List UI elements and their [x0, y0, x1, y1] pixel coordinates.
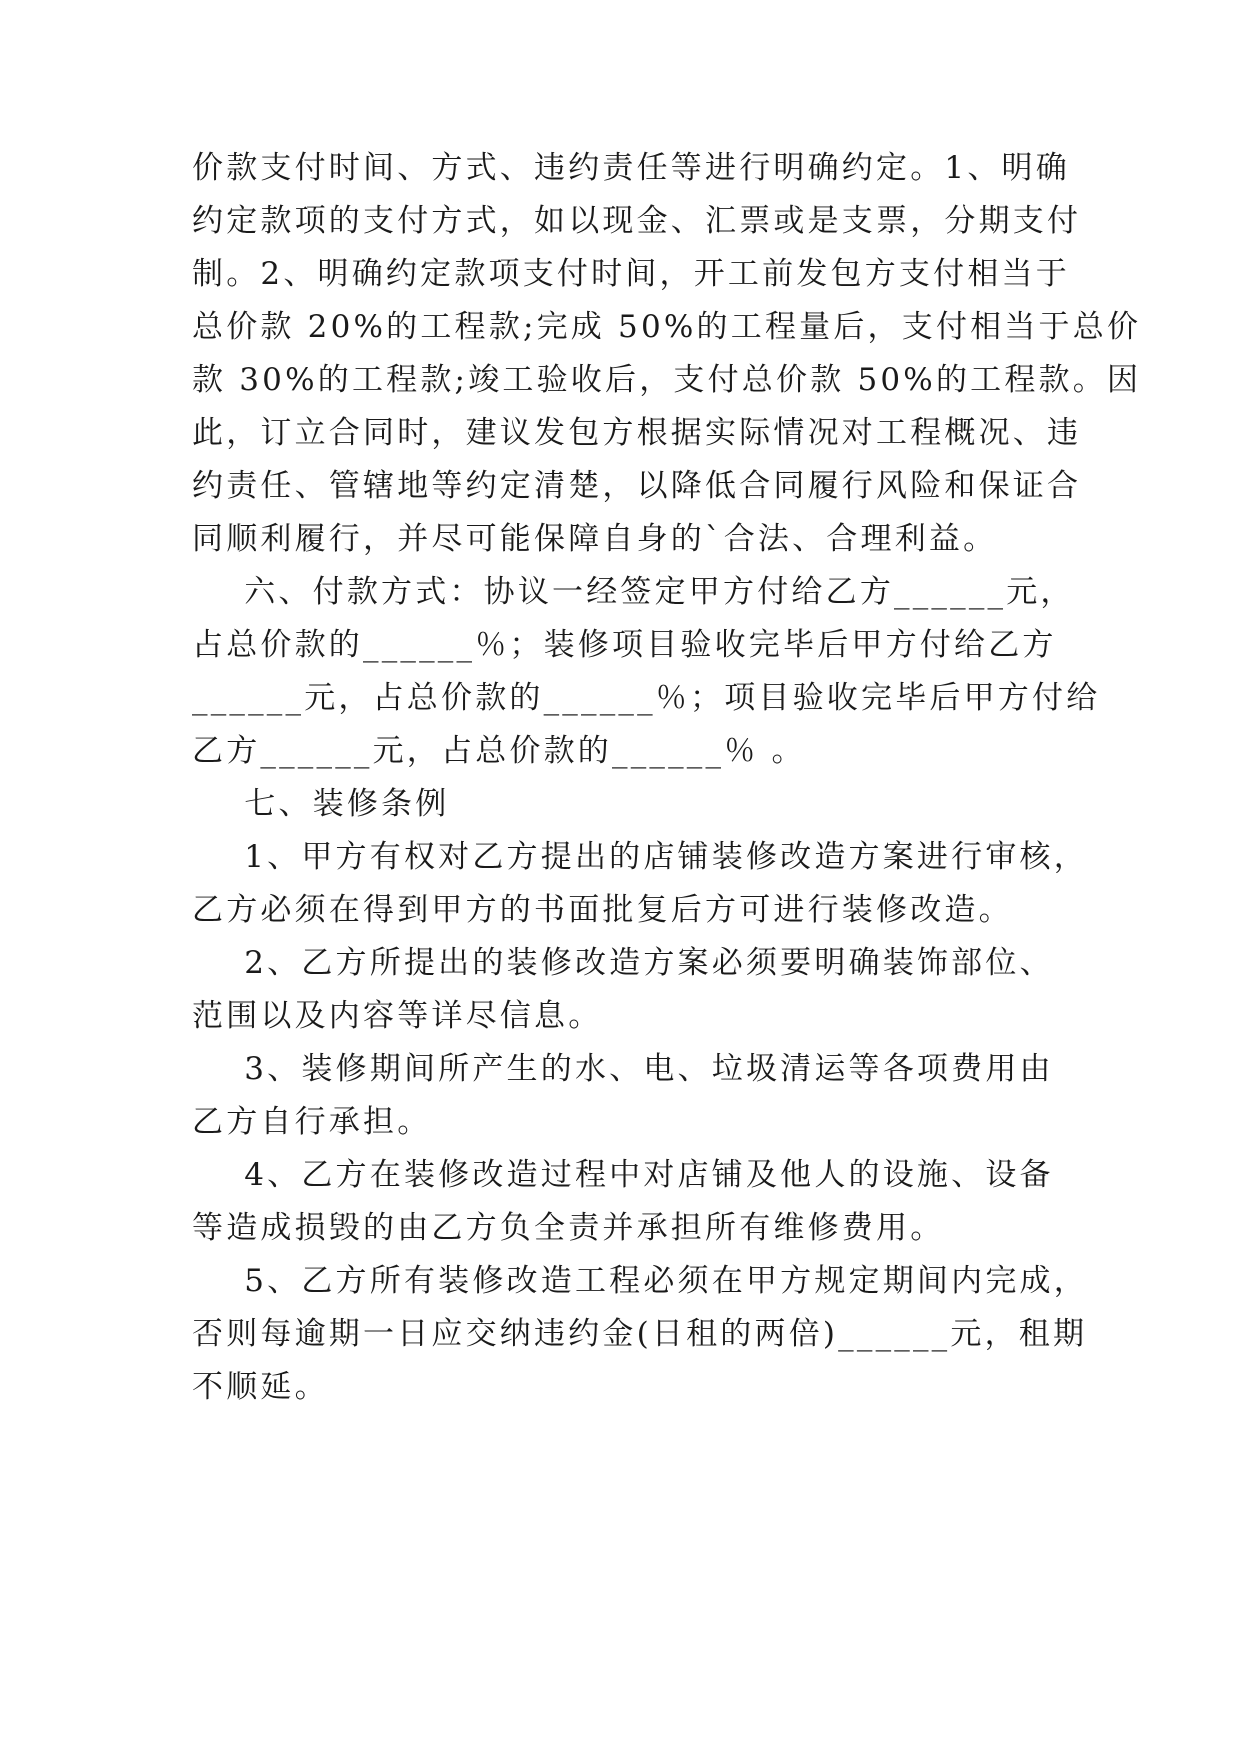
- text-line: 不顺延。: [192, 1369, 329, 1405]
- text-line: 等造成损毁的由乙方负全责并承担所有维修费用。: [192, 1210, 945, 1246]
- text-line: 款 30%的工程款;竣工验收后，支付总价款 50%的工程款。因: [192, 362, 1142, 398]
- text-line: 七、装修条例: [192, 786, 450, 822]
- text-line: 否则每逾期一日应交纳违约金(日租的两倍)______元，租期: [192, 1316, 1088, 1352]
- text-line: ______元，占总价款的______％；项目验收完毕后甲方付给: [192, 680, 1101, 716]
- text-line: 同顺利履行，并尽可能保障自身的`合法、合理利益。: [192, 521, 998, 557]
- text-line: 1、甲方有权对乙方提出的店铺装修改造方案进行审核，: [192, 839, 1088, 875]
- text-line: 此，订立合同时，建议发包方根据实际情况对工程概况、违: [192, 415, 1082, 451]
- text-line: 5、乙方所有装修改造工程必须在甲方规定期间内完成，: [192, 1263, 1088, 1299]
- text-line: 约责任、管辖地等约定清楚，以降低合同履行风险和保证合: [192, 468, 1082, 504]
- text-line: 总价款 20%的工程款;完成 50%的工程量后，支付相当于总价: [192, 309, 1142, 345]
- text-line: 六、付款方式：协议一经签定甲方付给乙方______元，: [192, 574, 1075, 610]
- text-line: 乙方必须在得到甲方的书面批复后方可进行装修改造。: [192, 892, 1013, 928]
- text-line: 4、乙方在装修改造过程中对店铺及他人的设施、设备: [192, 1157, 1054, 1193]
- text-line: 2、乙方所提出的装修改造方案必须要明确装饰部位、: [192, 945, 1054, 981]
- text-line: 3、装修期间所产生的水、电、垃圾清运等各项费用由: [192, 1051, 1054, 1087]
- text-line: 约定款项的支付方式，如以现金、汇票或是支票，分期支付: [192, 203, 1082, 239]
- text-line: 价款支付时间、方式、违约责任等进行明确约定。1、明确: [192, 150, 1070, 186]
- text-line: 乙方______元，占总价款的______％ 。: [192, 733, 806, 769]
- text-line: 乙方自行承担。: [192, 1104, 432, 1140]
- text-line: 范围以及内容等详尽信息。: [192, 998, 603, 1034]
- text-line: 占总价款的______％；装修项目验收完毕后甲方付给乙方: [192, 627, 1057, 663]
- text-line: 制。2、明确约定款项支付时间，开工前发包方支付相当于: [192, 256, 1070, 292]
